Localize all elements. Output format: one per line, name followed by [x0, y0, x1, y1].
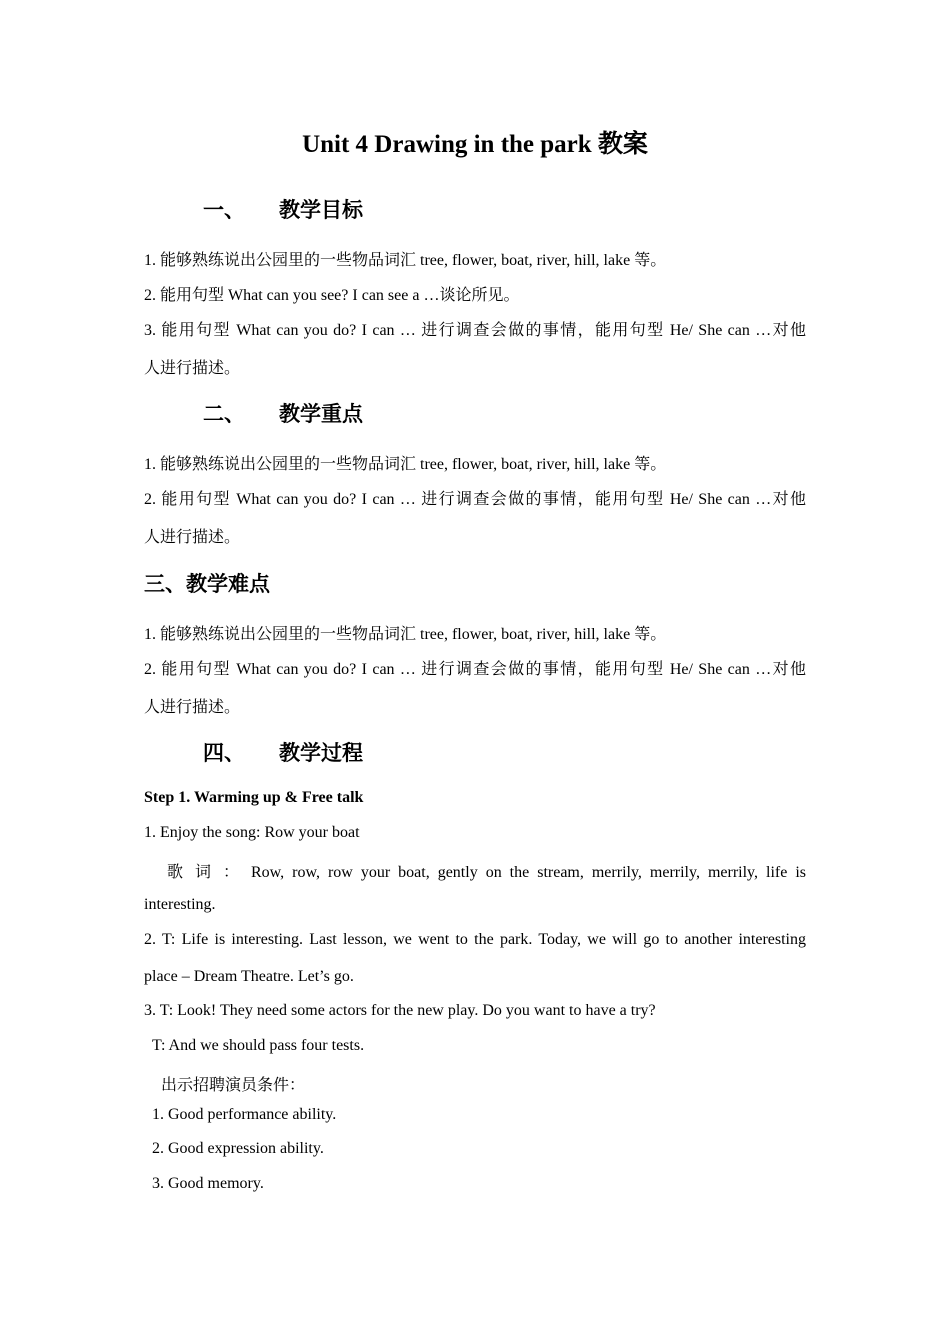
section2-item-2: 2. 能用句型 What can you do? I can … 进行调查会做的事情，能用句型 He/ She can …对他	[144, 491, 806, 508]
section2-item-2-cont: 人进行描述。	[144, 529, 241, 546]
section1-heading	[203, 194, 363, 224]
section3-item-1: 1. 能够熟练说出公园里的一些物品词汇 tree, flower, boat, river, hill, lake 等。	[144, 626, 667, 643]
section1-title: 教学目标	[279, 198, 363, 222]
requirement-2: 2. Good expression ability.	[152, 1140, 324, 1157]
section3-item-2: 2. 能用句型 What can you do? I can … 进行调查会做的事情，能用句型 He/ She can …对他	[144, 661, 806, 678]
section4-title: 教学过程	[279, 741, 363, 765]
section4-heading	[203, 737, 363, 767]
section2-heading	[203, 398, 363, 428]
teacher-line-3: T: And we should pass four tests.	[152, 1037, 365, 1054]
section2-number: 二、	[203, 402, 245, 426]
section1-item-1: 1. 能够熟练说出公园里的一些物品词汇 tree, flower, boat, river, hill, lake 等。	[144, 252, 667, 269]
section4-number: 四、	[203, 741, 245, 765]
section2-title: 教学重点	[279, 402, 363, 426]
song-line: 1. Enjoy the song: Row your boat	[144, 824, 360, 841]
step1-title: Step 1. Warming up & Free talk	[144, 789, 364, 806]
section3-heading: 三、教学难点	[144, 572, 270, 596]
section1-number: 一、	[203, 198, 245, 222]
section2-item-1: 1. 能够熟练说出公园里的一些物品词汇 tree, flower, boat, river, hill, lake 等。	[144, 456, 667, 473]
lyrics-line: 歌 词 ： Row, row, row your boat, gently on the stream, merrily, merrily, merrily, life is	[167, 864, 806, 881]
lyrics-line-cont: interesting.	[144, 896, 216, 913]
document-title: Unit 4 Drawing in the park 教案	[302, 131, 648, 158]
requirement-1: 1. Good performance ability.	[152, 1106, 337, 1123]
section1-item-2: 2. 能用句型 What can you see? I can see a …谈论所见。	[144, 287, 520, 304]
section1-item-3-cont: 人进行描述。	[144, 360, 241, 377]
section1-item-3: 3. 能用句型 What can you do? I can … 进行调查会做的事情，能用句型 He/ She can …对他	[144, 322, 806, 339]
requirements-intro: 出示招聘演员条件：	[161, 1077, 306, 1094]
teacher-line-2: 3. T: Look! They need some actors for the new play. Do you want to have a try?	[144, 1002, 656, 1019]
teacher-line-1: 2. T: Life is interesting. Last lesson, we went to the park. Today, we will go to another interesting	[144, 931, 806, 948]
teacher-line-1-cont: place – Dream Theatre. Let’s go.	[144, 968, 354, 985]
requirement-3: 3. Good memory.	[152, 1175, 264, 1192]
section3-item-2-cont: 人进行描述。	[144, 699, 241, 716]
